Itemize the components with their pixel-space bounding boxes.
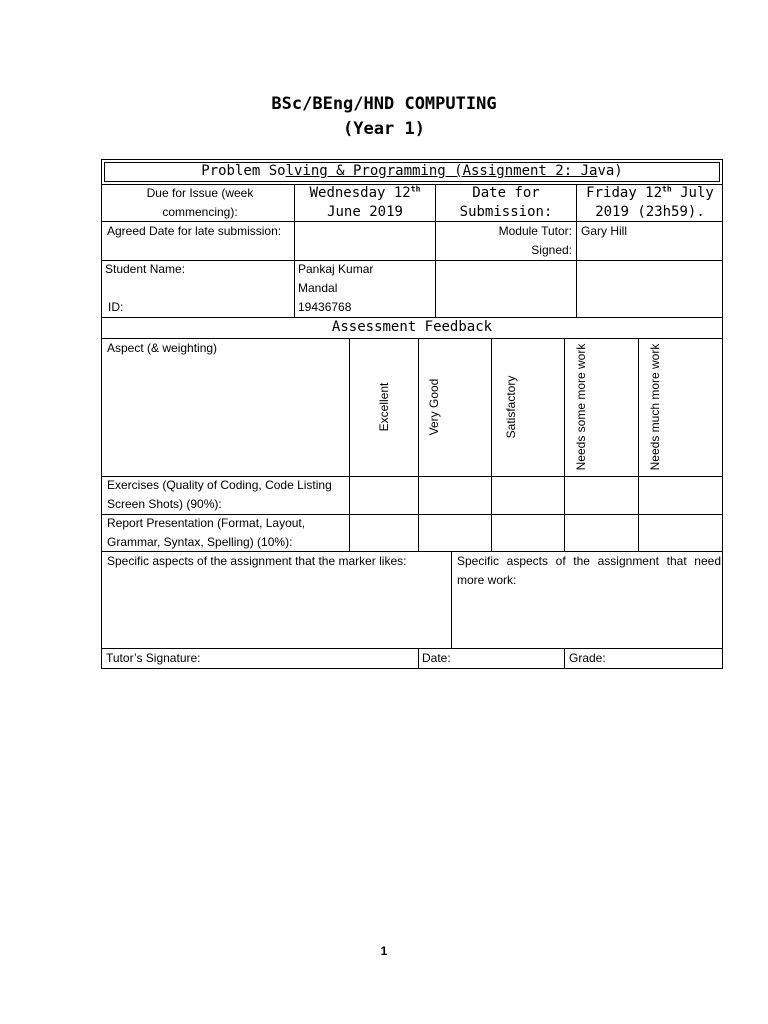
date-label: Date:	[422, 651, 451, 665]
due-issue-label: Due for Issue (week commencing):	[146, 186, 254, 219]
submission-date: Friday 12th July 2019 (23h59).	[586, 184, 714, 220]
tutor-signature-label: Tutor’s Signature:	[106, 651, 201, 665]
rating-excellent: Excellent	[377, 382, 391, 432]
student-id-label: ID:	[108, 300, 124, 314]
module-tutor-label: Module Tutor: Signed:	[498, 224, 572, 257]
aspect-label: Aspect (& weighting)	[107, 341, 218, 355]
aspect-row-report: Report Presentation (Format, Layout, Grammar, Syntax, Spelling) (10%):	[107, 516, 306, 549]
needs-more-work-label: Specific aspects of the assignment that need more work:	[457, 554, 721, 587]
module-tutor-value: Gary Hill	[581, 224, 628, 238]
rating-needs-much-more-work: Needs much more work	[648, 343, 662, 471]
marker-likes-label: Specific aspects of the assignment that the marker likes:	[107, 554, 407, 568]
document-title: BSc/BEng/HND COMPUTING	[271, 94, 497, 114]
assessment-feedback-heading: Assessment Feedback	[331, 319, 493, 335]
document-subtitle: (Year 1)	[343, 119, 425, 139]
student-name-value	[298, 260, 432, 317]
page-number: 1	[380, 944, 388, 958]
due-issue-date: Wednesday 12th June 2019	[309, 184, 421, 220]
student-name-line1: Pankaj Kumar	[298, 262, 374, 276]
student-name-line2: Mandal	[298, 281, 338, 295]
student-name-label: Student Name:	[105, 262, 186, 276]
rating-very-good: Very Good	[427, 378, 441, 436]
module-title: Problem Solving & Programming (Assignment 2: Java)	[201, 163, 623, 179]
aspect-row-exercises: Exercises (Quality of Coding, Code Listing Screen Shots) (90%):	[107, 478, 332, 511]
rating-satisfactory: Satisfactory	[504, 375, 518, 439]
late-submission-label: Agreed Date for late submission:	[107, 224, 282, 238]
submission-label: Date for Submission:	[459, 185, 553, 220]
student-id-value: 19436768	[298, 300, 352, 314]
rating-needs-some-more-work: Needs some more work	[574, 343, 588, 471]
grade-label: Grade:	[569, 651, 606, 665]
